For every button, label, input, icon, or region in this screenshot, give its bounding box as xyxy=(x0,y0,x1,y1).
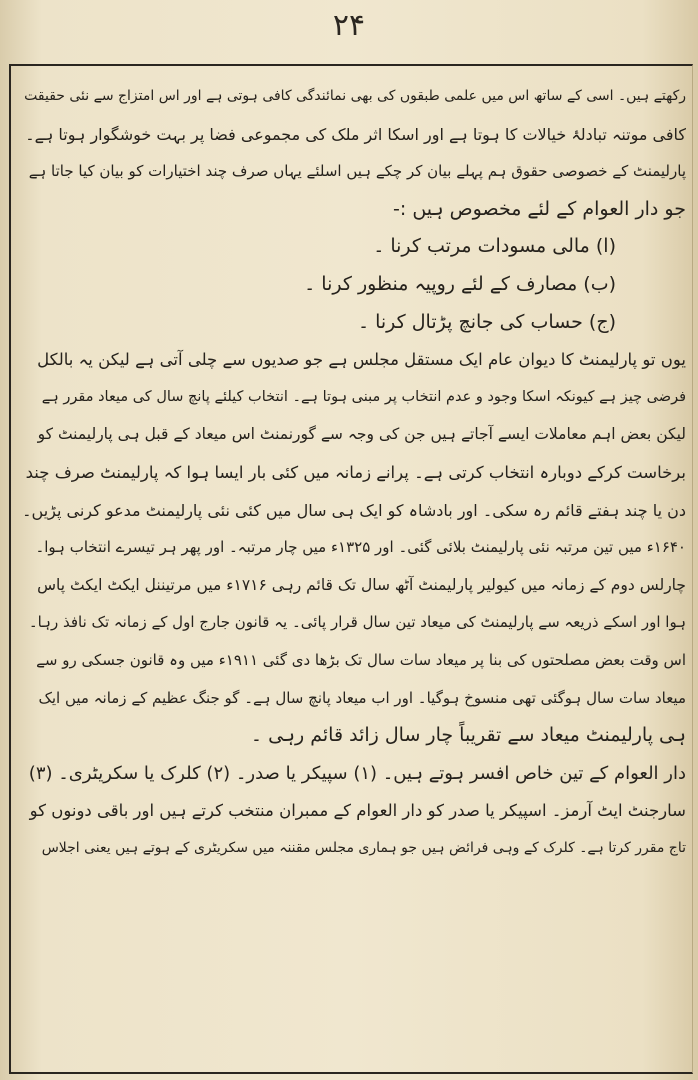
text-line: کافی موتنہ تبادلۂ خیالات کا ہوتا ہے اور اسکا اثر ملک کی مجموعی فضا پر بہت خوشگوار ہوتا ہے۔ xyxy=(25,124,686,144)
text-line: جو دار العوام کے لئے مخصوص ہیں :- xyxy=(393,197,686,220)
text-line: چارلس دوم کے زمانہ میں کیولیر پارلیمنٹ آٹھ سال تک قائم رہی ۱۷۱۶ء میں مرتیننل ایکٹ ایکٹ پاس xyxy=(37,575,686,594)
page-number: ۲۴ xyxy=(332,8,366,43)
text-line: (ب) مصارف کے لئے روپیہ منظور کرنا ۔ xyxy=(304,272,616,295)
text-line: یوں تو پارلیمنٹ کا دیوان عام ایک مستقل مجلس ہے جو صدیوں سے چلی آتی ہے لیکن یہ بالکل xyxy=(37,350,686,370)
text-line: تاج مقرر کرتا ہے۔ کلرک کے وہی فرائض ہیں جو ہماری مجلس مقننہ میں سکریٹری کے ہوتے ہیں یعنی اجلاس xyxy=(41,839,686,856)
text-line: لیکن بعض اہم معاملات ایسے آجاتے ہیں جن کی وجہ سے گورنمنٹ اس میعاد کے قبل ہی پارلیمنٹ کو xyxy=(37,425,686,444)
text-line: دار العوام کے تین خاص افسر ہوتے ہیں۔ (۱) سپیکر یا صدر۔ (۲) کلرک یا سکریٹری۔ (۳) xyxy=(28,762,686,784)
text-line: فرضی چیز ہے کیونکہ اسکا وجود و عدم انتخاب پر مبنی ہوتا ہے۔ انتخاب کیلئے پانچ سال کی میعاد مقرر ہے xyxy=(41,388,686,405)
text-line: سارجنٹ ایٹ آرمز۔ اسپیکر یا صدر کو دار العوام کے ممبران منتخب کرتے ہیں اور باقی دونوں کو xyxy=(29,801,686,821)
text-line: ہوا اور اسکے ذریعہ سے پارلیمنٹ کی میعاد تین سال قرار پائی۔ یہ قانون جارج اول کے زمانہ تک نافذ رہا۔ xyxy=(28,613,686,632)
text-line: ہی پارلیمنٹ میعاد سے تقریباً چار سال زائد قائم رہی ۔ xyxy=(250,724,686,747)
text-line: برخاست کرکے دوبارہ انتخاب کرتی ہے۔ پرانے زمانہ میں کئی بار ایسا ہوا کہ پارلیمنٹ صرف چند xyxy=(25,462,686,482)
text-line: (ج) حساب کی جانچ پڑتال کرنا ۔ xyxy=(357,310,616,333)
text-line: اس وقت بعض مصلحتوں کی بنا پر میعاد سات سال تک بڑھا دی گئی ۱۹۱۱ء میں وہ قانون جسکی رو سے xyxy=(36,650,686,669)
text-line: (ا) مالی مسودات مرتب کرنا ۔ xyxy=(373,235,616,258)
text-line: میعاد سات سال ہوگئی تھی منسوخ ہوگیا۔ اور اب میعاد پانچ سال ہے۔ گو جنگ عظیم کے زمانہ میں ایک xyxy=(38,688,686,707)
text-line: رکھتے ہیں۔ اسی کے ساتھ اس میں علمی طبقوں کی بھی نمائندگی کافی ہوتی ہے اور اس امتزاج سے نئی حقیقت xyxy=(24,88,686,104)
text-line: پارلیمنٹ کے خصوصی حقوق ہم پہلے بیان کر چکے ہیں اسلئے یہاں صرف چند اختیارات کو بیان کیا جاتا ہے xyxy=(28,162,686,181)
text-line: ۱۶۴۰ء میں تین مرتبہ نئی پارلیمنٹ بلائی گئی۔ اور ۱۳۲۵ء میں چار مرتبہ۔ اور پھر ہر تیسرے انتخاب ہوا۔ xyxy=(35,538,686,557)
urdu-text-body xyxy=(22,78,686,867)
text-line: دن یا چند ہفتے قائم رہ سکی۔ اور بادشاہ کو ایک ہی سال میں کئی نئی پارلیمنٹ مدعو کرنی پڑیں۔ xyxy=(22,500,686,520)
